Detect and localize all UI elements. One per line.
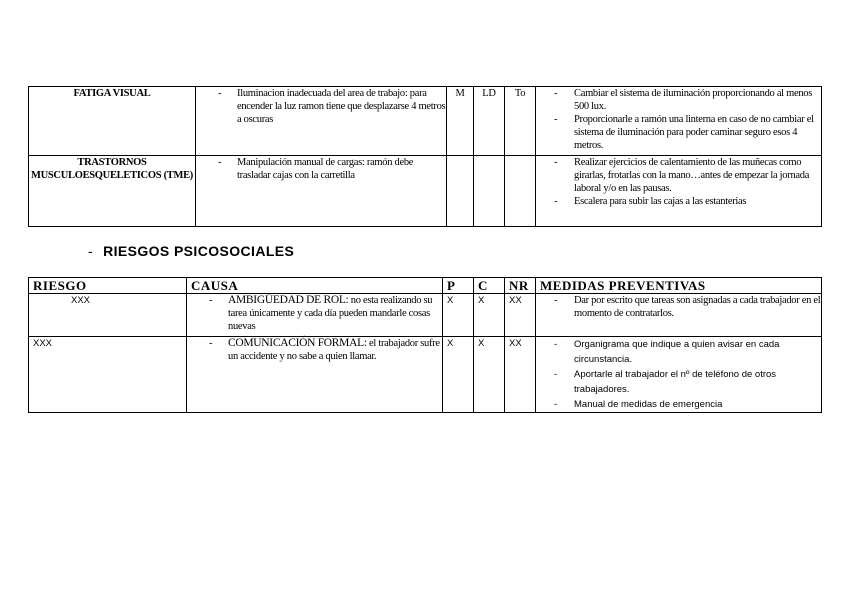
c-cell: LD [474,87,505,156]
risk-table-psychosocial [28,277,822,413]
list-item: - Manipulación manual de cargas: ramón debe trasladar cajas con la carretilla [196,156,446,182]
nr-cell: XX [505,337,536,413]
table-header-row [29,278,822,294]
riesgo-cell [29,156,196,227]
list-item: - Iluminacion inadecuada del area de trabajo: para encender la luz ramon tiene que desplazarse 4 metros a oscuras [196,87,446,126]
section-dash: - [88,243,94,259]
risk-table-physical [28,86,822,227]
riesgo-cell: XXX [29,294,187,337]
nr-cell [505,156,536,227]
table-row [29,294,822,337]
header-causa: CAUSA [187,278,443,294]
medidas-cell [536,156,822,227]
riesgo-cell [29,87,196,156]
list-item [187,337,442,363]
causa-title: AMBIGÜEDAD DE ROL: [228,294,349,306]
causa-cell [196,87,447,156]
list-item: - Realizar ejercicios de calentamiento de las muñecas como girarlas, frotarlas con la mano…antes de empezar la jornada laboral y/o en las pausas. [536,156,821,195]
section-title-text: RIESGOS PSICOSOCIALES [103,243,295,259]
header-nr: NR [505,278,536,294]
riesgo-text: TRASTORNOS MUSCULOESQUELETICOS (TME) [31,157,193,181]
medidas-cell [536,87,822,156]
causa-text: no esta realizando su tarea únicamente y cada día pueden mandarle cosas nuevas [228,295,433,332]
riesgo-cell: XXX [29,337,187,413]
list-item: - Manual de medidas de emergencia [536,397,821,412]
causa-cell [196,156,447,227]
p-cell: X [443,294,474,337]
p-cell [447,156,474,227]
causa-title: COMUNICACIÓN FORMAL: [228,337,367,349]
list-item: - Escalera para subir las cajas a las estanterias [536,195,821,208]
nr-cell: To [505,87,536,156]
medidas-cell [536,294,822,337]
list-item: - Proporcionarle a ramón una linterna en caso de no cambiar el sistema de iluminación para poder caminar seguro esos 4 metros. [536,113,821,152]
header-c: C [474,278,505,294]
header-p: P [443,278,474,294]
c-cell: X [474,337,505,413]
section-title [88,243,294,259]
list-item: - Cambiar el sistema de iluminación proporcionando al menos 500 lux. [536,87,821,113]
c-cell [474,156,505,227]
causa-text: el trabajador sufre un accidente y no sabe a quien llamar. [228,338,440,362]
list-item: - Organigrama que indique a quien avisar en cada circunstancia. [536,337,821,367]
c-cell: X [474,294,505,337]
list-item: - Aportarle al trabajador el nº de teléfono de otros trabajadores. [536,367,821,397]
p-cell: X [443,337,474,413]
header-medidas: MEDIDAS PREVENTIVAS [536,278,822,294]
list-item: - Dar por escrito que tareas son asignadas a cada trabajador en el momento de contratarlos. [536,294,821,320]
table-row [29,156,822,227]
causa-cell [187,337,443,413]
p-cell: M [447,87,474,156]
riesgo-text: FATIGA VISUAL [73,88,151,99]
table-row [29,337,822,413]
table-row [29,87,822,156]
list-item [187,294,442,333]
header-riesgo: RIESGO [29,278,187,294]
nr-cell: XX [505,294,536,337]
medidas-cell [536,337,822,413]
causa-cell [187,294,443,337]
